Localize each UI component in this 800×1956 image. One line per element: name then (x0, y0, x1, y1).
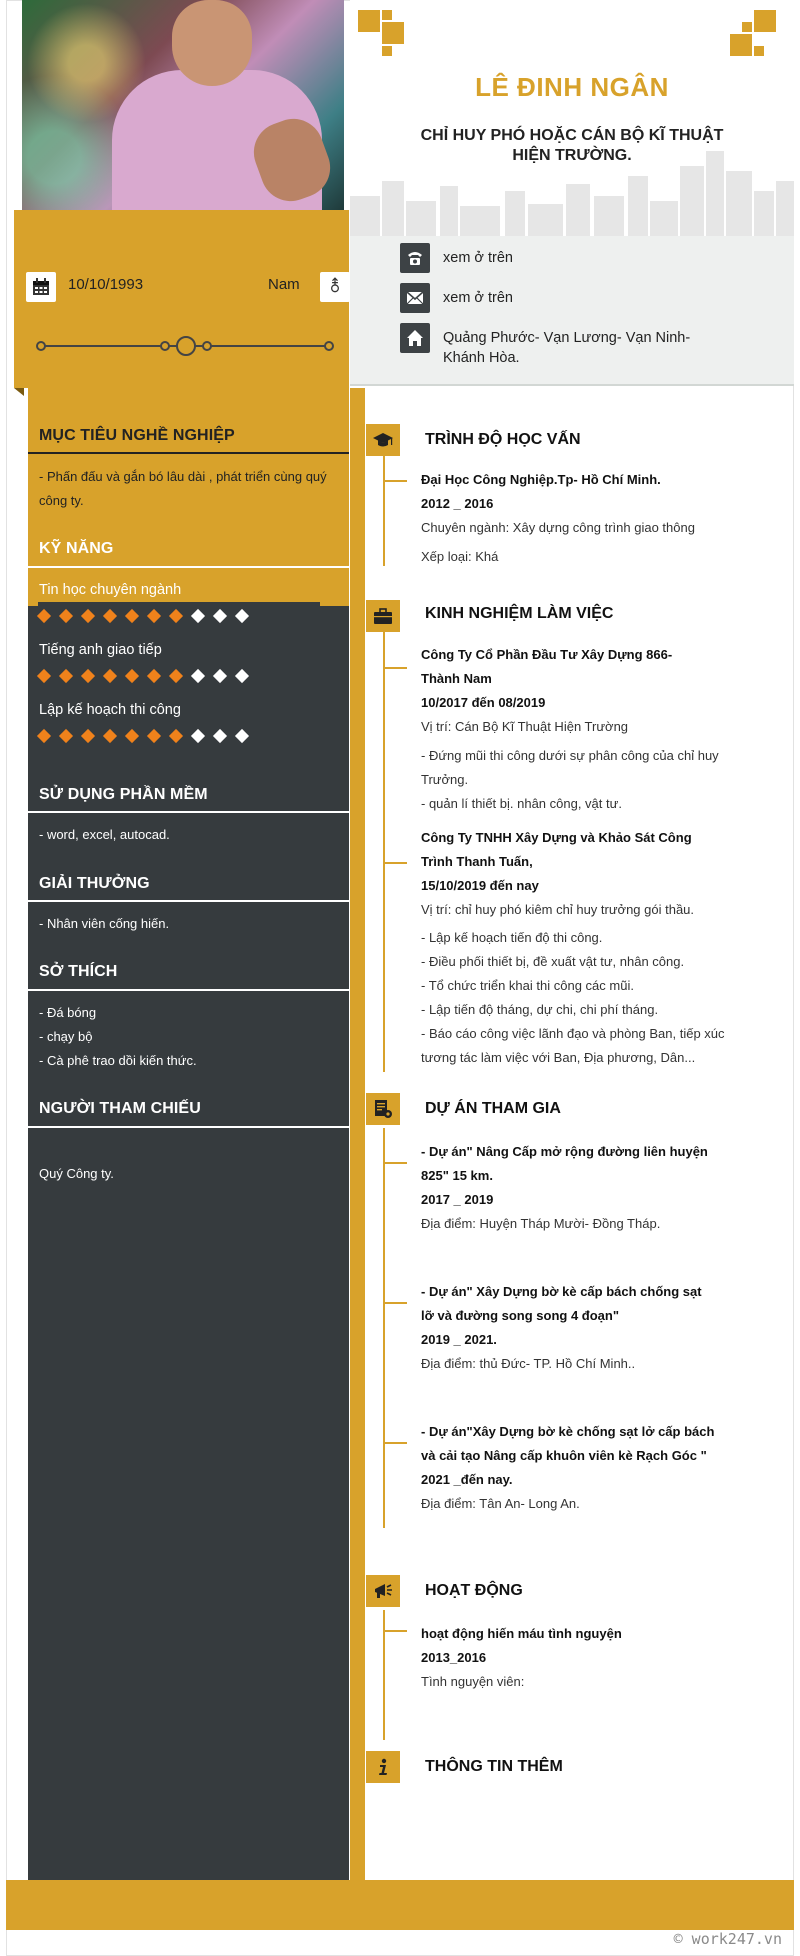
skill-name: Lập kế hoạch thi công (39, 702, 181, 718)
footer-bar (6, 1880, 794, 1930)
timeline-dot (324, 341, 334, 351)
job-duty: tương tác làm việc với Ban, Địa phương, Dân... (421, 1050, 696, 1065)
calendar-icon (26, 272, 56, 302)
profile-photo (22, 0, 344, 210)
project-name: lỡ và đường song song 4 đoạn" (421, 1308, 620, 1323)
graduation-cap-icon (366, 424, 400, 456)
activity-role: Tình nguyện viên: (421, 1674, 525, 1689)
timeline-dot-large (176, 336, 196, 356)
projects-title: DỰ ÁN THAM GIA (425, 1100, 561, 1117)
gender: Nam (268, 276, 300, 293)
megaphone-icon (366, 1575, 400, 1607)
software-title: SỬ DỤNG PHẦN MỀM (39, 786, 208, 803)
date-of-birth: 10/10/1993 (68, 276, 144, 293)
job-period: 10/2017 đến 08/2019 (421, 695, 546, 710)
personal-info-panel (14, 210, 349, 388)
skills-title: KỸ NĂNG (39, 540, 114, 557)
skill-rating (39, 728, 252, 744)
job-company: Trình Thanh Tuấn, (421, 854, 533, 869)
hobby-item: - chạy bộ (39, 1029, 93, 1044)
project-name: - Dự án" Xây Dựng bờ kè cấp bách chống sạt (421, 1284, 702, 1299)
awards-text: - Nhân viên cống hiến. (39, 916, 170, 931)
activity-years: 2013_2016 (421, 1650, 487, 1665)
education-years: 2012 _ 2016 (421, 496, 494, 511)
contact-phone: xem ở trên (443, 250, 513, 266)
reference-text: Quý Công ty. (39, 1166, 114, 1181)
watermark: © work247.vn (673, 1930, 782, 1948)
email-icon (400, 283, 430, 313)
gender-icon: ⚨ (320, 272, 350, 302)
education-school: Đại Học Công Nghiệp.Tp- Hồ Chí Minh. (421, 472, 661, 487)
project-place: Địa điểm: thủ Đức- TP. Hồ Chí Minh.. (421, 1356, 636, 1371)
header (350, 0, 794, 236)
skill-name: Tiếng anh giao tiếp (39, 642, 162, 658)
job-position: Vị trí: chỉ huy phó kiêm chỉ huy trưởng gói thầu. (421, 902, 695, 917)
job-company: Công Ty TNHH Xây Dựng và Khảo Sát Công (421, 830, 692, 845)
skill-rating (39, 668, 252, 684)
objective-title: MỤC TIÊU NGHỀ NGHIỆP (39, 427, 235, 444)
skill-name: Tin học chuyên ngành (39, 582, 182, 598)
job-duty: - Tổ chức triển khai thi công các mũi. (421, 978, 634, 993)
project-years: 2019 _ 2021. (421, 1332, 497, 1347)
project-document-icon (366, 1093, 400, 1125)
candidate-name: LÊ ĐINH NGÂN (475, 72, 669, 102)
contact-address: Quảng Phước- Vạn Lương- Vạn Ninh- Khánh Hòa. (443, 330, 691, 366)
project-name: 825" 15 km. (421, 1168, 493, 1183)
job-period: 15/10/2019 đến nay (421, 878, 539, 893)
job-company: Thành Nam (421, 671, 492, 686)
education-title: TRÌNH ĐỘ HỌC VẤN (425, 431, 581, 448)
phone-icon (400, 243, 430, 273)
education-grade: Xếp loại: Khá (421, 549, 499, 564)
project-place: Địa điểm: Huyện Tháp Mười- Đồng Tháp. (421, 1216, 661, 1231)
job-duty: Trưởng. (421, 772, 469, 787)
project-years: 2017 _ 2019 (421, 1192, 494, 1207)
timeline-dot (36, 341, 46, 351)
hobby-item: - Cà phê trao dồi kiến thức. (39, 1053, 197, 1068)
info-icon (366, 1751, 400, 1783)
reference-title: NGƯỜI THAM CHIẾU (39, 1100, 201, 1117)
objective-text: - Phấn đấu và gắn bó lâu dài , phát triển cùng quý công ty. (39, 469, 327, 508)
job-duty: - quản lí thiết bị. nhân công, vật tư. (421, 796, 622, 811)
software-text: - word, excel, autocad. (39, 827, 170, 842)
home-icon (400, 323, 430, 353)
timeline-dot (160, 341, 170, 351)
job-duty: - Lập tiến độ tháng, dự chi, chi phí tháng. (421, 1002, 659, 1017)
job-title: CHỈ HUY PHÓ HOẶC CÁN BỘ KĨ THUẬT HIỆN TRƯỜNG. (420, 127, 724, 164)
briefcase-icon (366, 600, 400, 632)
job-duty: - Lập kế hoạch tiến độ thi công. (421, 930, 603, 945)
hobbies-title: SỞ THÍCH (39, 963, 118, 980)
project-years: 2021 _đến nay. (421, 1472, 513, 1487)
right-accent-bar (350, 388, 365, 1880)
job-company: Công Ty Cổ Phần Đầu Tư Xây Dựng 866- (421, 647, 673, 662)
skill-rating (39, 608, 252, 624)
contact-email: xem ở trên (443, 290, 513, 306)
job-duty: - Báo cáo công việc lãnh đạo và phòng Ban, tiếp xúc (421, 1026, 725, 1041)
project-place: Địa điểm: Tân An- Long An. (421, 1496, 580, 1511)
experience-title: KINH NGHIỆM LÀM VIỆC (425, 605, 614, 622)
activity-name: hoạt động hiến máu tình nguyện (421, 1626, 622, 1641)
timeline-dot (202, 341, 212, 351)
awards-title: GIẢI THƯỞNG (39, 875, 150, 892)
activities-title: HOẠT ĐỘNG (425, 1582, 523, 1599)
project-name: và cải tạo Nâng cấp khuôn viên kè Rạch Góc " (421, 1448, 707, 1463)
project-name: - Dự án" Nâng Cấp mở rộng đường liên huyện (421, 1144, 708, 1159)
project-name: - Dự án"Xây Dựng bờ kè chống sạt lở cấp bách (421, 1424, 715, 1439)
job-duty: - Đứng mũi thi công dưới sự phân công của chỉ huy (421, 748, 719, 763)
additional-info-title: THÔNG TIN THÊM (425, 1758, 563, 1775)
hobby-item: - Đá bóng (39, 1005, 97, 1020)
job-position: Vị trí: Cán Bộ Kĩ Thuật Hiện Trường (421, 719, 629, 734)
education-major: Chuyên ngành: Xây dựng công trình giao thông (421, 520, 695, 535)
job-duty: - Điều phối thiết bị, đề xuất vật tư, nhân công. (421, 954, 685, 969)
